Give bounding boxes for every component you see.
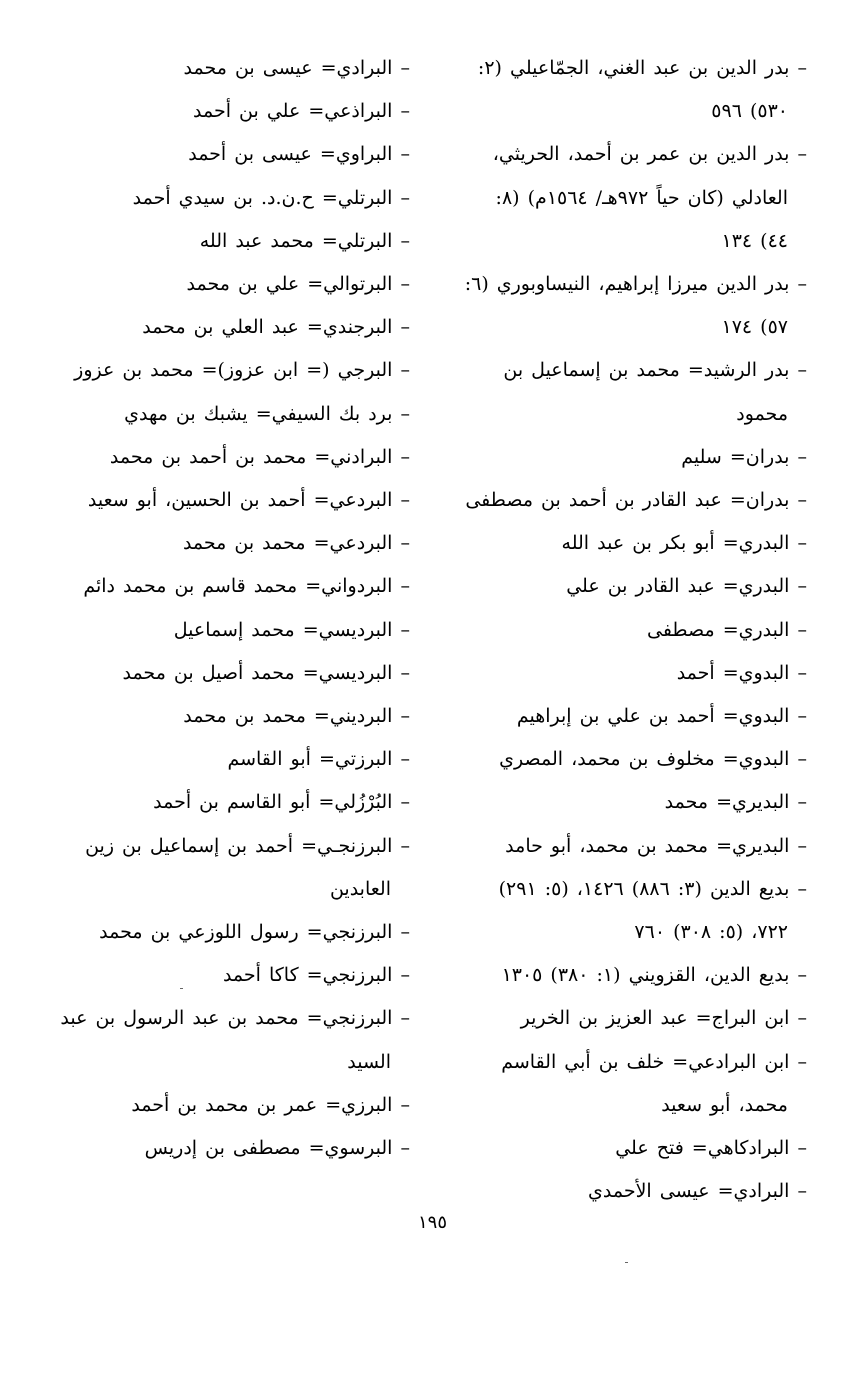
index-entry: – بدران= سليم xyxy=(681,445,807,468)
index-entry: – البدوي= أحمد بن علي بن إبراهيم xyxy=(516,705,807,728)
index-entry: – بدر الرشيد= محمد بن إسماعيل بن محمود xyxy=(503,359,807,425)
index-entry: – البردعي= محمد بن محمد xyxy=(182,532,410,555)
index-entry: – البرديسي= محمد أصيل بن محمد xyxy=(122,661,410,684)
index-entry: – البرزي= عمر بن محمد بن أحمد xyxy=(131,1093,410,1116)
index-entry: – بدر الدين ميرزا إبراهيم، النيساوبوري (٦: ٥٧) ١٧٤ xyxy=(464,273,807,339)
index-entry: – البديري= محمد xyxy=(664,791,807,814)
index-entry: – ابن البرادعي= خلف بن أبي القاسم محمد، أبو سعيد xyxy=(501,1050,807,1116)
scan-speck xyxy=(180,988,183,989)
index-entry: – البردعي= أحمد بن الحسين، أبو سعيد xyxy=(87,489,410,512)
index-entry: – البرجي (= ابن عزوز)= محمد بن عزوز xyxy=(74,359,410,382)
index-entry: – البدري= مصطفى xyxy=(646,618,807,641)
scan-speck xyxy=(625,1262,628,1263)
index-entry: – بدران= عبد القادر بن أحمد بن مصطفى xyxy=(465,489,807,512)
index-entry: – البرادكاهي= فتح علي xyxy=(615,1137,807,1160)
index-entry: – البرادني= محمد بن أحمد بن محمد xyxy=(109,445,410,468)
index-entry: – ابن البراج= عبد العزيز بن الخرير xyxy=(520,1007,807,1030)
index-entry: – البردواني= محمد قاسم بن محمد دائم xyxy=(83,575,410,598)
index-entry: – البرتوالي= علي بن محمد xyxy=(186,273,410,296)
index-entry: – البرتلي= ح.ن.د. بن سيدي أحمد xyxy=(132,186,410,209)
index-entry: – البرزتي= أبو القاسم xyxy=(227,748,410,771)
index-entry: – برد بك السيفي= يشبك بن مهدي xyxy=(124,402,410,425)
index-entry: – البرديسي= محمد إسماعيل xyxy=(173,618,410,641)
index-entry: – بديع الدين (٣: ٨٨٦) ١٤٢٦، (٥: ٢٩١) ٧٢٢، (٥: ٣٠٨) ٧٦٠ xyxy=(498,877,807,944)
index-entry: – البرسوي= مصطفى بن إدريس xyxy=(144,1137,410,1160)
index-entry: – بدر الدين بن عبد الغني، الجمّاعيلي (٢: ٥٣٠) ٥٩٦ xyxy=(477,57,807,123)
index-entry: – البرجندي= عبد العلي بن محمد xyxy=(142,316,410,339)
index-entry: – البُرْزُلي= أبو القاسم بن أحمد xyxy=(153,791,410,814)
index-entry: – البدري= عبد القادر بن علي xyxy=(566,575,807,598)
index-entry: – البرزنجي= رسول اللوزعي بن محمد xyxy=(99,921,410,944)
index-entry: – البرديني= محمد بن محمد xyxy=(183,705,410,728)
index-entry: – البرزنجي= محمد بن عبد الرسول بن عبد السيد xyxy=(60,1007,410,1073)
index-entry: – البراذعي= علي بن أحمد xyxy=(193,100,410,123)
index-entry: – البرتلي= محمد عبد الله xyxy=(199,229,410,252)
index-entry: – البدوي= أحمد xyxy=(676,661,807,684)
index-column-right xyxy=(461,47,807,1213)
index-entry: – البديري= محمد بن محمد، أبو حامد xyxy=(505,834,807,857)
index-entry: – البرادي= عيسى بن محمد xyxy=(183,57,410,79)
index-column-left xyxy=(40,47,410,1170)
page-number: ١٩٥ xyxy=(417,1212,447,1233)
index-entry: – البراوي= عيسى بن أحمد xyxy=(188,143,410,166)
index-entry: – البرزنجي= كاكا أحمد xyxy=(222,964,410,987)
index-entry: – البرزنجـي= أحمد بن إسماعيل بن زين العابدين xyxy=(85,834,410,900)
index-entry: – بدر الدين بن عمر بن أحمد، الحريثي، العادلي (كان حياً ٩٧٢هـ/ ١٥٦٤م) (٨: ٤٤) ١٣٤ xyxy=(492,143,807,252)
index-entry: – البرادي= عيسى الأحمدي xyxy=(588,1180,807,1203)
index-entry: – بديع الدين، القزويني (١: ٣٨٠) ١٣٠٥ xyxy=(501,964,807,987)
index-entry: – البدري= أبو بكر بن عبد الله xyxy=(561,532,807,555)
index-entry: – البدوي= مخلوف بن محمد، المصري xyxy=(499,748,807,771)
